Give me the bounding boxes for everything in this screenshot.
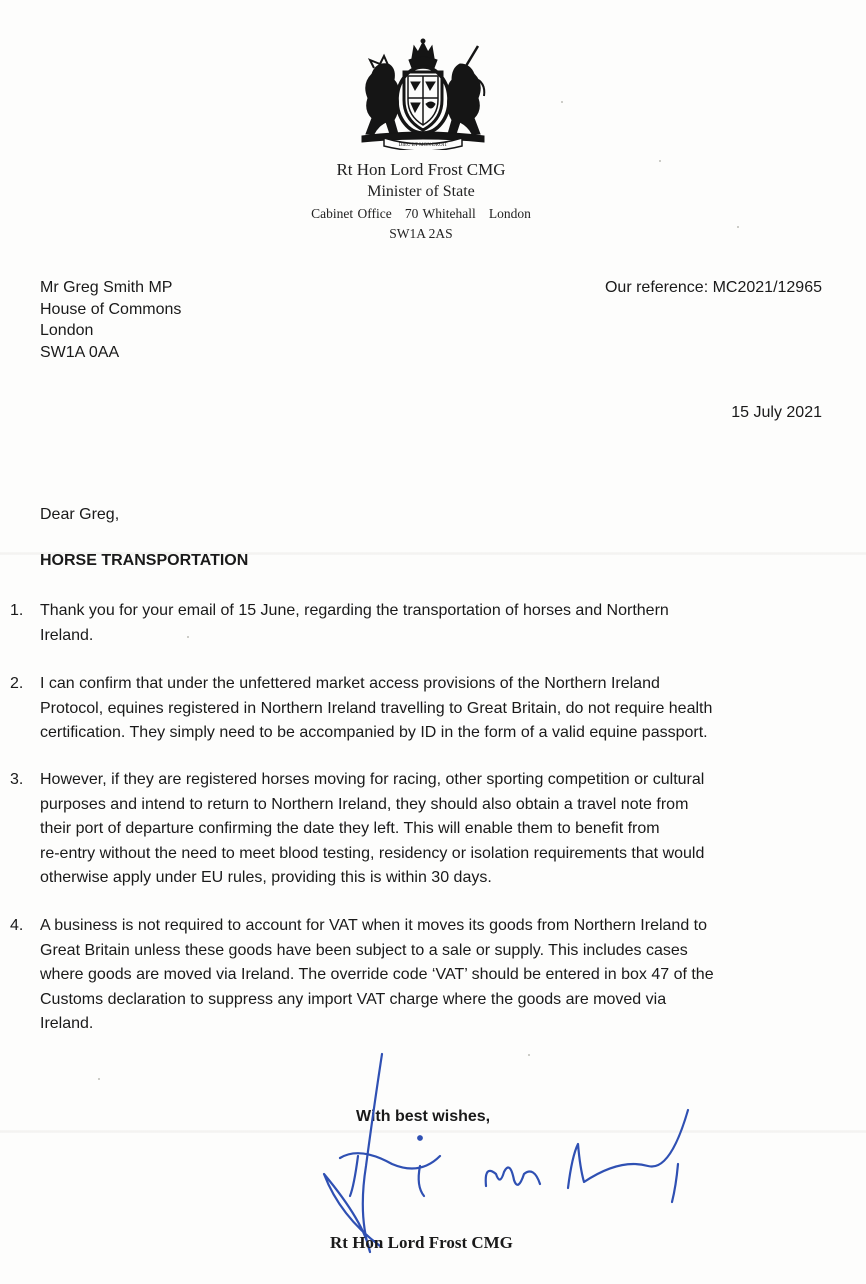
paragraph-text: However, if they are registered horses moving for racing, other sporting competition or cultural purposes and intend to return to Northern Ireland, they should also obtain a travel note from their port of departure confirming the date they left. This will enable them to benefit from re-entry without the need to meet blood testing, residency or isolation requirements that would otherwise apply under EU rules, providing this is within 30 days.: [40, 771, 705, 886]
our-reference: Our reference: MC2021/12965: [604, 279, 822, 296]
paragraph-number: 3.: [10, 771, 24, 788]
sender-name: Rt Hon Lord Frost CMG: [336, 160, 506, 179]
scan-speck: [98, 1078, 100, 1080]
paragraph-text: A business is not required to account for VAT when it moves its goods from Northern Ireland to Great Britain unless these goods have been subject to a sale or supply. This includes cases where goods are moved via Ireland. The override code ‘VAT’ should be entered in box 47 of the Customs declaration to suppress any import VAT charge where the goods are moved via Ireland.: [40, 917, 714, 1032]
paragraph-number: 4.: [10, 917, 24, 934]
scan-speck: [561, 101, 563, 103]
recipient-address-line: House of Commons: [40, 301, 182, 318]
crest-motto: DIEU ET MON DROIT: [398, 143, 448, 148]
recipient-address-line: London: [40, 322, 94, 339]
letter-date: 15 July 2021: [731, 404, 822, 421]
royal-coat-of-arms-logo: [354, 38, 492, 150]
salutation: Dear Greg,: [40, 506, 120, 523]
paragraph-text: Thank you for your email of 15 June, regarding the transportation of horses and Northern Ireland.: [40, 602, 669, 644]
paragraph-text: I can confirm that under the unfettered market access provisions of the Northern Ireland Protocol, equines registered in Northern Ireland travelling to Great Britain, do not require health certification. They simply need to be accompanied by ID in the form of a valid equine passport.: [40, 675, 713, 741]
closing-line: With best wishes,: [356, 1108, 491, 1125]
paragraph-number: 1.: [10, 602, 24, 619]
recipient-name: Mr Greg Smith MP: [40, 279, 173, 296]
signatory-name: Rt Hon Lord Frost CMG: [330, 1233, 513, 1252]
recipient-postcode: SW1A 0AA: [40, 344, 120, 361]
sender-role: Minister of State: [367, 183, 475, 200]
sender-postcode: SW1A 2AS: [389, 226, 453, 241]
sender-address: Cabinet Office 70 Whitehall London: [311, 206, 531, 221]
letter-heading: HORSE TRANSPORTATION: [40, 552, 249, 569]
paragraph-number: 2.: [10, 675, 24, 692]
